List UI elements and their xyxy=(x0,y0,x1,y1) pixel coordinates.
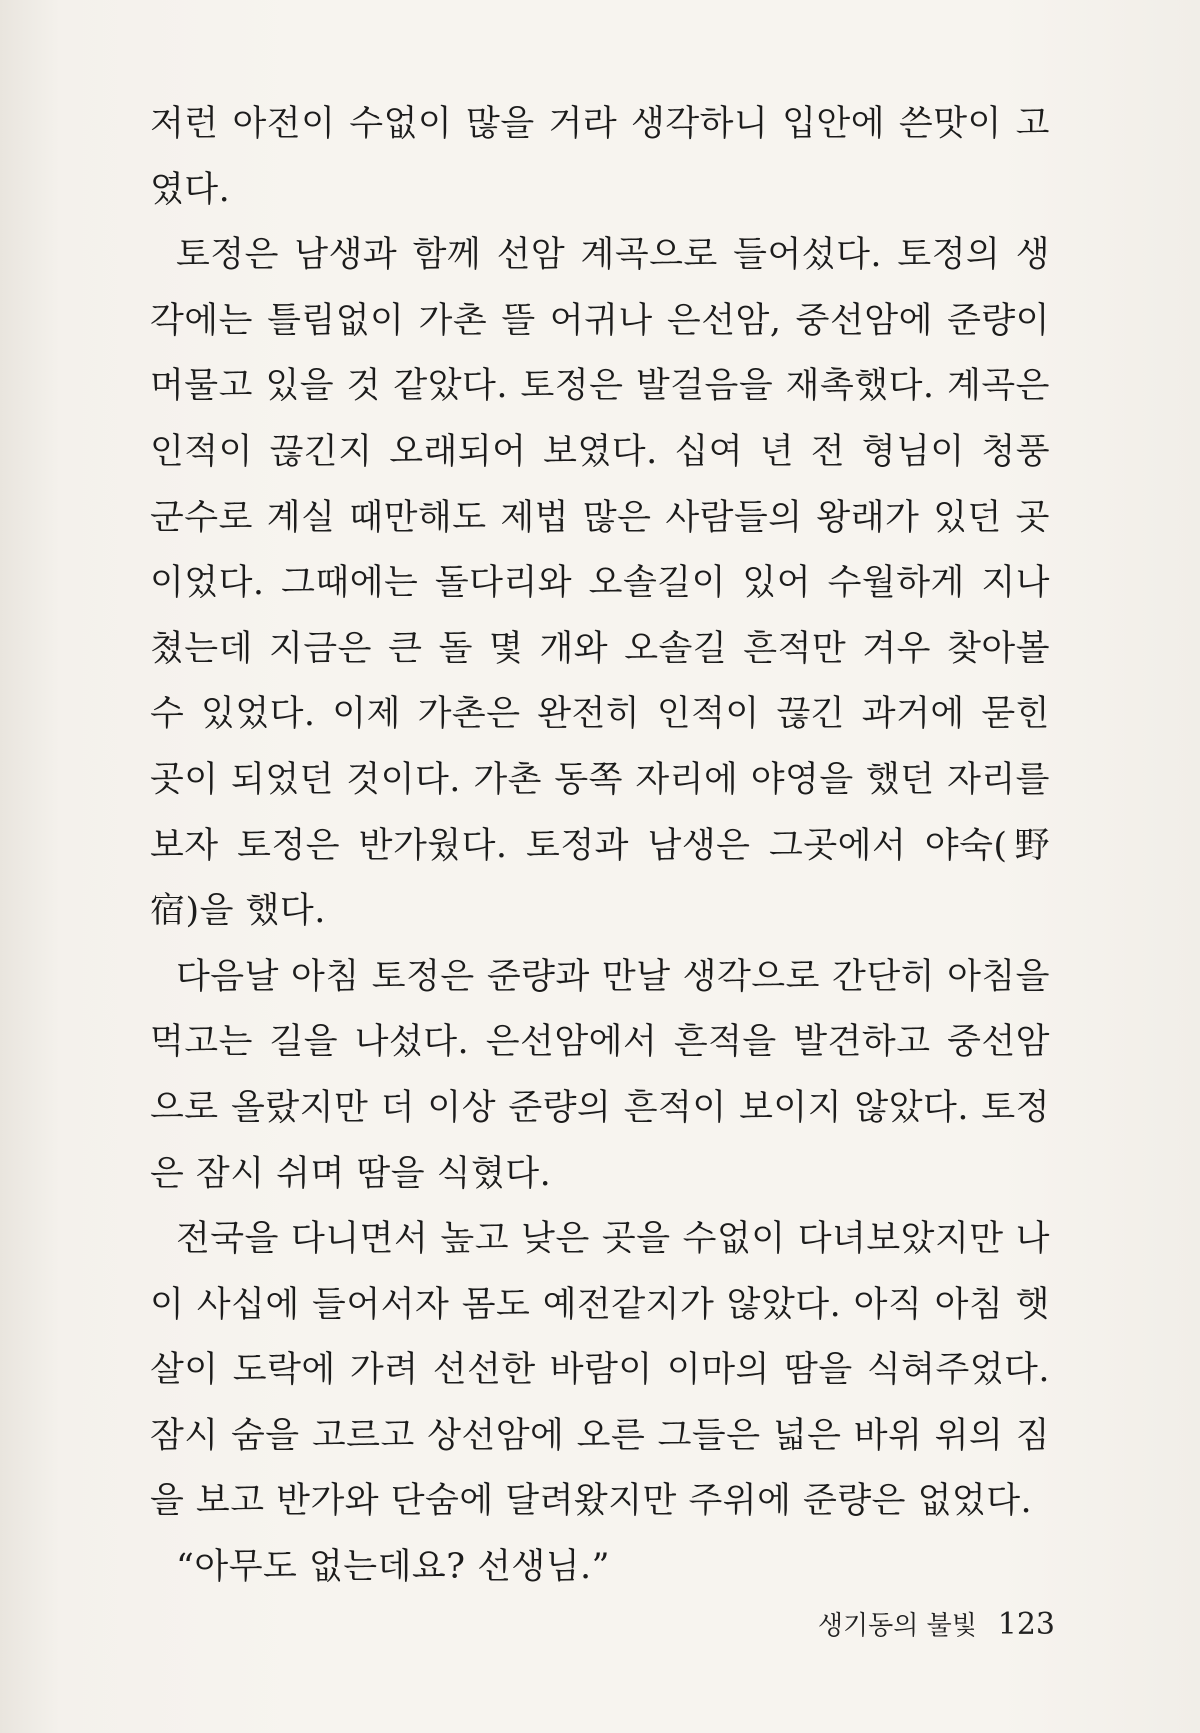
running-title: 생기동의 불빛 xyxy=(817,1611,977,1641)
paragraph-2: 토정은 남생과 함께 선암 계곡으로 들어섰다. 토정의 생각에는 틀림없이 가촌 뜰 어귀나 은선암, 중선암에 준량이 머물고 있을 것 같았다. 토정은 발걸음을 재촉했다. 계곡은 인적이 끊긴지 오래되어 보였다. 십여 년 전 형님이 청풍 군수로 계실 때만해도 제법 많은 사람들의 왕래가 있던 곳이었다. 그때에는 돌다리와 오솔길이 있어 수월하게 지나쳤는데 지금은 큰 돌 몇 개와 오솔길 흔적만 겨우 찾아볼 수 있었다. 이제 가촌은 완전히 인적이 끊긴 과거에 묻힌 곳이 되었던 것이다. 가촌 동쪽 자리에 야영을 했던 자리를 보자 토정은 반가웠다. 토정과 남생은 그곳에서 야숙(野宿)을 했다. xyxy=(150,235,1050,932)
dialogue-line: “아무도 없는데요? 선생님.” xyxy=(176,1547,611,1588)
paragraph-4: 전국을 다니면서 높고 낮은 곳을 수없이 다녀보았지만 나이 사십에 들어서자 몸도 예전같지가 않았다. 아직 아침 햇살이 도락에 가려 선선한 바람이 이마의 땀을 식혀주었다. 잠시 숨을 고르고 상선암에 오른 그들은 넓은 바위 위의 짐을 보고 반가와 단숨에 달려왔지만 주위에 준량은 없었다. xyxy=(150,1219,1050,1522)
paragraph-1: 저런 아전이 수없이 많을 거라 생각하니 입안에 쓴맛이 고였다. xyxy=(150,104,1050,210)
body-text xyxy=(150,92,1050,1601)
page-footer xyxy=(818,1605,1055,1642)
page-number: 123 xyxy=(997,1607,1055,1642)
paragraph-3: 다음날 아침 토정은 준량과 만날 생각으로 간단히 아침을 먹고는 길을 나섰다. 은선암에서 흔적을 발견하고 중선암으로 올랐지만 더 이상 준량의 흔적이 보이지 않았다. 토정은 잠시 쉬며 땀을 식혔다. xyxy=(150,956,1050,1194)
